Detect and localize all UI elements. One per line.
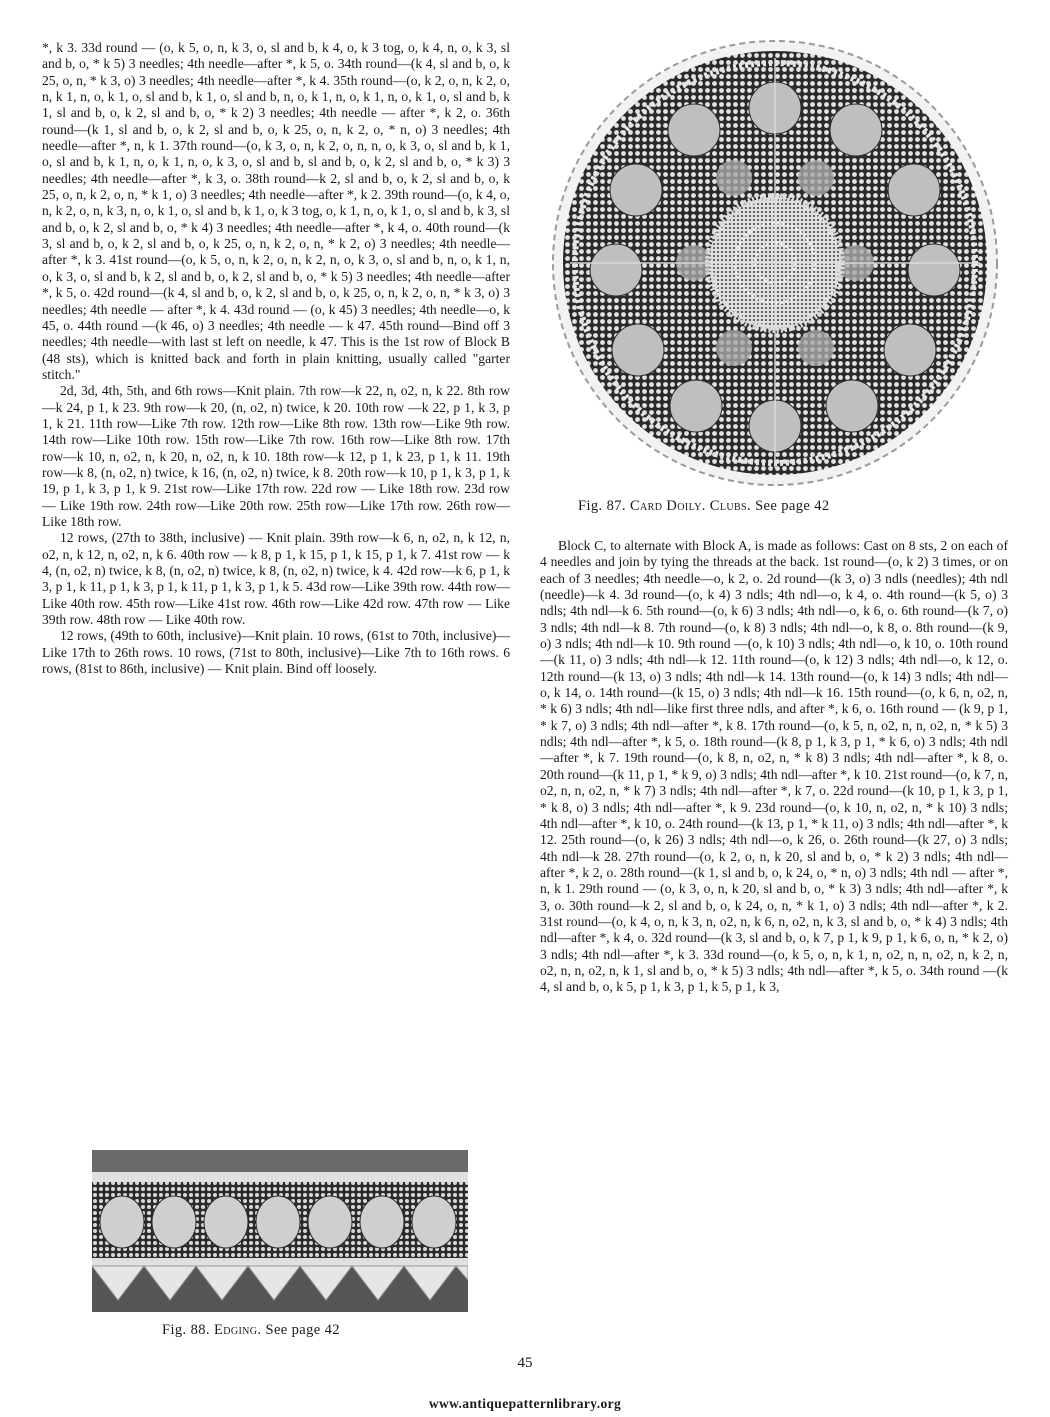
figure-caption [162, 1322, 340, 1339]
instruction-paragraph: 2d, 3d, 4th, 5th, and 6th rows—Knit plain. 7th row—k 22, n, o2, n, k 22. 8th row—k 24, p 1, k 23. 9th row—k 20, (n, o2, n) twice, k 20. 10th row —k 22, p 1, k 3, p 1, k 21. 11th row—Like 7th row. 12th row—Like 8th row. 13th row—Like 9th row. 14th row—Like 10th row. 15th row—Like 7th row. 16th row—Like 8th row. 17th row—k 10, n, o2, n, k 20, n, o2, n, k 10. 18th row—k 12, p 1, k 23, p 1, k 11. 19th row—k 8, (n, o2, n) twice, k 16, (n, o2, n) twice, k 8. 20th row—k 10, p 1, k 3, p 1, k 19, p 1, k 3, p 1, k 9. 21st row—Like 17th row. 22d row — Like 18th row. 23d row — Like 19th row. 24th row—Like 20th row. 25th row—Like 17th row. 26th row—Like 18th row. [42, 383, 510, 529]
figure-page-reference: See page 42 [755, 498, 830, 514]
figure-number: Fig. 88. [162, 1322, 210, 1338]
figure-caption [578, 498, 830, 515]
figure-number: Fig. 87. [578, 498, 626, 514]
edging-photo [92, 1150, 468, 1312]
figure-page-reference: See page 42 [265, 1322, 340, 1338]
instruction-paragraph: *, k 3. 33d round — (o, k 5, o, n, k 3, o, sl and b, k 4, o, k 3 tog, o, k 4, n, o, k 3, sl and b, o, * k 5) 3 needles; 4th needle—after *, k 5, o. 34th round—(k 4, sl and b, o, k 25, o, n, * k 3, o) 3 needles; 4th needle—after *, k 4. 35th round—(o, k 2, o, n, k 2, o, n, k 1, n, o, k 1, o, sl and b, k 1, o, sl and b, n, o, k 1, n, o, k 1, n, o, k 1, o, sl and b, k 1, sl and b, o, k 2, sl and b, o, * k 2) 3 needles; 4th needle — after *, k 2, o. 36th round—(k 1, sl and b, o, k 2, sl and b, o, k 25, o, n, k 2, o, * n, o) 3 needles; 4th needle—after *, n, k 1. 37th round—(o, k 3, o, n, k 2, o, n, n, o, k 3, o, sl and b, k 1, o, sl and b, k 1, n, o, k 1, n, o, k 3, o, sl and b, sl and b, o, k 2, sl and b, o, * k 3) 3 needles; 4th needle—after *, k 3, o. 38th round—k 2, sl and b, o, k 2, sl and b, o, k 25, o, n, k 2, o, n, * k 1, o) 3 needles; 4th needle—after *, k 2. 39th round—(o, k 4, o, n, k 2, o, n, k 3, n, o, k 1, o, sl and b, k 1, o, k 3 tog, o, k 1, n, o, k 1, o, sl and b, k 3, sl and b, o, k 2, sl and b, o, * k 4) 3 needles; 4th needle—after *, k 4, o. 40th round—(k 3, sl and b, o, k 2, sl and b, o, k 25, o, n, k 2, o, n, * k 2, o) 3 needles; 4th needle—after *, k 3. 41st round—(o, k 5, o, n, k 2, o, n, k 2, n, o, k 3, o, sl and b, n, o, k 1, n, o, k 3, o, sl and b, k 2, sl and b, o, k 2, sl and b, o, * k 5) 3 needles; 4th needle—after *, k 5, o. 42d round—(k 4, sl and b, o, k 2, sl and b, o, k 25, o, n, k 2, o, n, * k 3, o) 3 needles; 4th needle — after *, k 4. 43d round — (o, k 45) 3 needles; 4th needle—o, k 45, o. 44th round —(k 46, o) 3 needles; 4th needle — k 47. 45th round—Bind off 3 needles; 4th needle—with last st left on needle, k 47. This is the 1st row of Block B (48 sts), which is knitted back and forth in plain knitting, usually called "garter stitch." [42, 40, 510, 382]
right-text-column [540, 538, 1008, 996]
lace-doily-icon [536, 38, 1014, 488]
figure-title: Card Doily. Clubs. [629, 498, 752, 514]
instruction-paragraph: 12 rows, (49th to 60th, inclusive)—Knit plain. 10 rows, (61st to 70th, inclusive)—Like 17th to 26th rows. 10 rows, (71st to 80th, inclusive)—Like 7th to 16th rows. 6 rows, (81st to 86th, inclusive) — Knit plain. Bind off loosely. [42, 628, 510, 677]
left-text-column [42, 40, 510, 677]
card-doily-photo [536, 38, 1014, 488]
footer-url[interactable]: www.antiquepatternlibrary.org [428, 1396, 622, 1411]
page-number: 45 [517, 1355, 533, 1371]
figure-title: Edging. [213, 1322, 262, 1338]
instruction-paragraph: 12 rows, (27th to 38th, inclusive) — Knit plain. 39th row—k 6, n, o2, n, k 12, n, o2, n, k 12, n, o2, n, k 6. 40th row — k 8, p 1, k 15, p 1, k 15, p 1, k 7. 41st row — k 4, (n, o2, n) twice, k 8, (n, o2, n) twice, k 8, (n, o2, n) twice, k 4. 42d row—k 6, p 1, k 3, p 1, k 11, p 1, k 3, p 1, k 11, p 1, k 3, p 1, k 5. 43d row—Like 39th row. 44th row—Like 40th row. 45th row—Like 41st row. 46th row—Like 42d row. 47th row — Like 39th row. 48th row — Like 40th row. [42, 530, 510, 628]
lace-edging-icon [92, 1150, 468, 1312]
instruction-paragraph: Block C, to alternate with Block A, is made as follows: Cast on 8 sts, 2 on each of 4 needles and join by tying the threads at the back. 1st round—(o, k 2) 3 times, or on each of 3 needles; 4th needle—o, k 2, o. 2d round—(k 3, o) 3 ndls (needles); 4th ndl (needle)—k 4. 3d round—(o, k 4) 3 ndls; 4th ndl—o, k 4, o. 4th round—(k 5, o) 3 ndls; 4th ndl—k 6. 5th round—(o, k 6) 3 ndls; 4th ndl—o, k 6, o. 6th round—(k 7, o) 3 ndls; 4th ndl—k 8. 7th round—(o, k 8) 3 ndls; 4th ndl—o, k 8, o. 8th round—(k 9, o) 3 ndls; 4th ndl—k 10. 9th round —(o, k 10) 3 ndls; 4th ndl—o, k 10, o. 10th round —(k 11, o) 3 ndls; 4th ndl—k 12. 11th round—(o, k 12) 3 ndls; 4th ndl—o, k 12, o. 12th round—(k 13, o) 3 ndls; 4th ndl—k 14. 13th round—(o, k 14) 3 ndls; 4th ndl—o, k 14, o. 14th round—(k 15, o) 3 ndls; 4th ndl—k 16. 15th round—(o, k 6, n, o2, n, * k 6) 3 ndls; 4th ndl—like first three ndls, and after *, k 6, o. 16th round — (k 9, p 1, * k 7, o) 3 ndls; 4th ndl—after *, k 8. 17th round—(o, k 5, n, o2, n, n, o2, n, * k 5) 3 ndls; 4th ndl—after *, k 5, o. 18th round—(k 8, p 1, k 3, p 1, * k 6, o) 3 ndls; 4th ndl—after *, k 7. 19th round—(o, k 8, n, o2, n, * k 8) 3 ndls; 4th ndl—after *, k 8, o. 20th round—(k 11, p 1, * k 9, o) 3 ndls; 4th ndl—after *, k 10. 21st round—(o, k 7, n, o2, n, n, o2, n, * k 7) 3 ndls; 4th ndl—after *, k 7, o. 22d round—(k 10, p 1, k 3, p 1, * k 8, o) 3 ndls; 4th ndl—after *, k 9. 23d round—(o, k 10, n, o2, n, * k 10) 3 ndls; 4th ndl—after *, k 10, o. 24th round—(k 13, p 1, * k 11, o) 3 ndls; 4th ndl—after *, k 12. 25th round—(o, k 26) 3 ndls; 4th ndl—o, k 26, o. 26th round—(k 27, o) 3 ndls; 4th ndl—k 28. 27th round—(o, k 2, o, n, k 20, sl and b, o, * k 2) 3 ndls; 4th ndl—after *, k 2, o. 28th round—(k 1, sl and b, o, k 24, o, * n, o) 3 ndls; 4th ndl — after *, n, k 1. 29th round — (o, k 3, o, n, k 20, sl and b, o, * k 3) 3 ndls; 4th ndl—after *, k 3, o. 30th round—k 2, sl and b, o, k 24, o, n, * k 1, o) 3 ndls; 4th ndl—after *, k 2. 31st round—(o, k 4, o, n, k 3, n, o2, n, k 6, n, o2, n, k 3, sl and b, o, * k 4) 3 ndls; 4th ndl—after *, k 4, o. 32d round—(k 3, sl and b, o, k 7, p 1, k 9, p 1, k 6, o, n, * k 2, o) 3 ndls; 4th ndl—after *, k 3. 33d round—(o, k 5, o, n, k 1, n, o2, n, n, o2, n, k 2, n, o2, n, n, o2, n, k 1, sl and b, o, * k 5) 3 ndls; 4th ndl—after *, k 5, o. 34th round —(k 4, sl and b, o, k 5, p 1, k 3, p 1, k 5, p 1, k 3, [540, 538, 1008, 995]
